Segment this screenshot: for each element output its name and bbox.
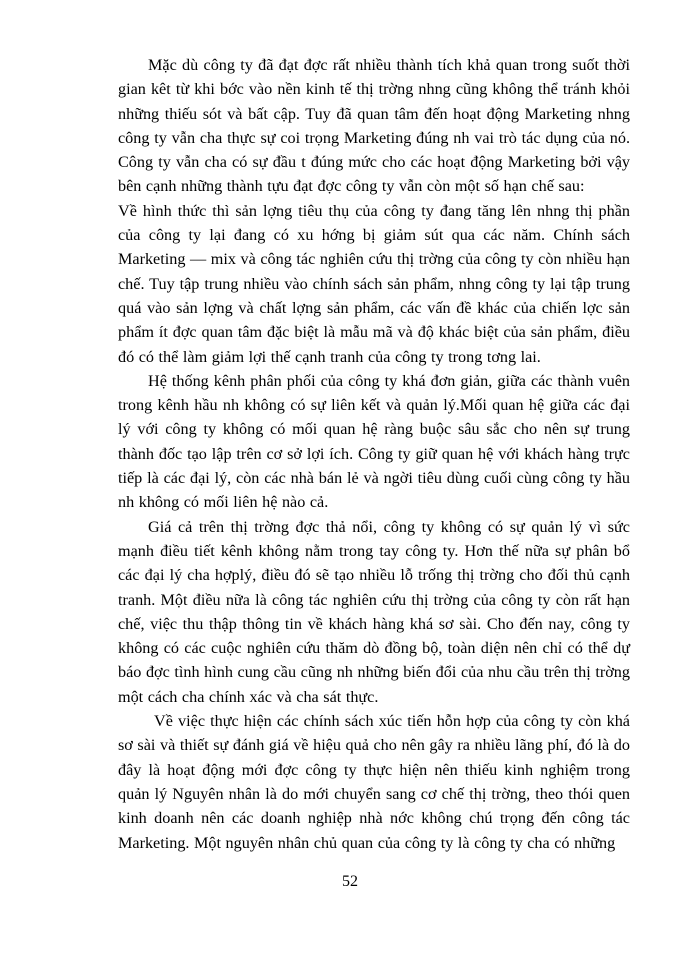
paragraph-1: Mặc dù công ty đã đạt đợc rất nhiều thành tích khả quan trong suốt thời gian kêt từ khi bớc vào nền kinh tế thị trờng nhng cũng không thể tránh khỏi những thiếu sót và bất cập. Tuy đã quan tâm đến hoạt động Marketing nhng công ty vẫn cha thực sự coi trọng Marketing đúng nh vai trò tác dụng của nó. Công ty vẫn cha có sự đầu t đúng mức cho các hoạt động Marketing bởi vậy bên cạnh những thành tựu đạt đợc công ty vẫn còn một số hạn chế sau: (118, 56, 630, 196)
paragraph-5: Về việc thực hiện các chính sách xúc tiến hỗn hợp của công ty còn khá sơ sài và thiết sự đánh giá về hiệu quả cho nên gây ra nhiều lãng phí, đó là do đây là hoạt động mới đợc công ty thực hiện nên thiếu kinh nghiệm trong quản lý Nguyên nhân là do mới chuyển sang cơ chế thị trờng, theo thói quen kinh doanh nên các doanh nghiệp nhà nớc không chú trọng đến công tác Marketing. Một nguyên nhân chủ quan của công ty là công ty cha có những (118, 712, 630, 852)
paragraph-4: Giá cả trên thị trờng đợc thả nổi, công ty không có sự quản lý vì sức mạnh điều tiết kênh không nằm trong tay công ty. Hơn thế nữa sự phân bổ các đại lý cha hợplý, điều đó sẽ tạo nhiều lỗ trống thị trờng cho đối thủ cạnh tranh. Một điều nữa là công tác nghiên cứu thị trờng của công ty còn rất hạn chế, việc thu thập thông tin về khách hàng khá sơ sài. Cho đến nay, công ty không có các cuộc nghiên cứu thăm dò đồng bộ, toàn diện nên chỉ có thể dự báo đợc tình hình cung cầu cũng nh những biến đổi của nhu cầu trên thị trờng một cách cha chính xác và cha sát thực. (118, 517, 630, 706)
paragraph-2: Về hình thức thì sản lợng tiêu thụ của công ty đang tăng lên nhng thị phần của công ty lại đang có xu hớng bị giảm sút qua các năm. Chính sách Marketing — mix và công tác nghiên cứu thị trờng của công ty còn nhiều hạn chế. Tuy tập trung nhiều vào chính sách sản phẩm, nhng công ty lại tập trung quá vào sản lợng và chất lợng sản phẩm, các vấn đề khác của chiến lợc sản phẩm ít đợc quan tâm đặc biệt là mẫu mã và độ khác biệt của sản phẩm, điều đó có thể làm giảm lợi thế cạnh tranh của công ty trong tơng lai. (118, 201, 630, 366)
paragraph-3: Hệ thống kênh phân phối của công ty khá đơn giản, giữa các thành vuên trong kênh hầu nh không có sự liên kết và quản lý.Mối quan hệ giữa các đại lý với công ty không có mối quan hệ ràng buộc sâu sắc cho nên sự trung thành đốc tạo lập trên cơ sở lợi ích. Công ty giữ quan hệ với khách hàng trực tiếp là các đại lý, còn các nhà bán lẻ và ngời tiêu dùng cuối cùng công ty hầu nh không có mối liên hệ nào cả. (118, 371, 630, 512)
page-number: 52 (342, 873, 358, 890)
text-body (118, 53, 630, 855)
